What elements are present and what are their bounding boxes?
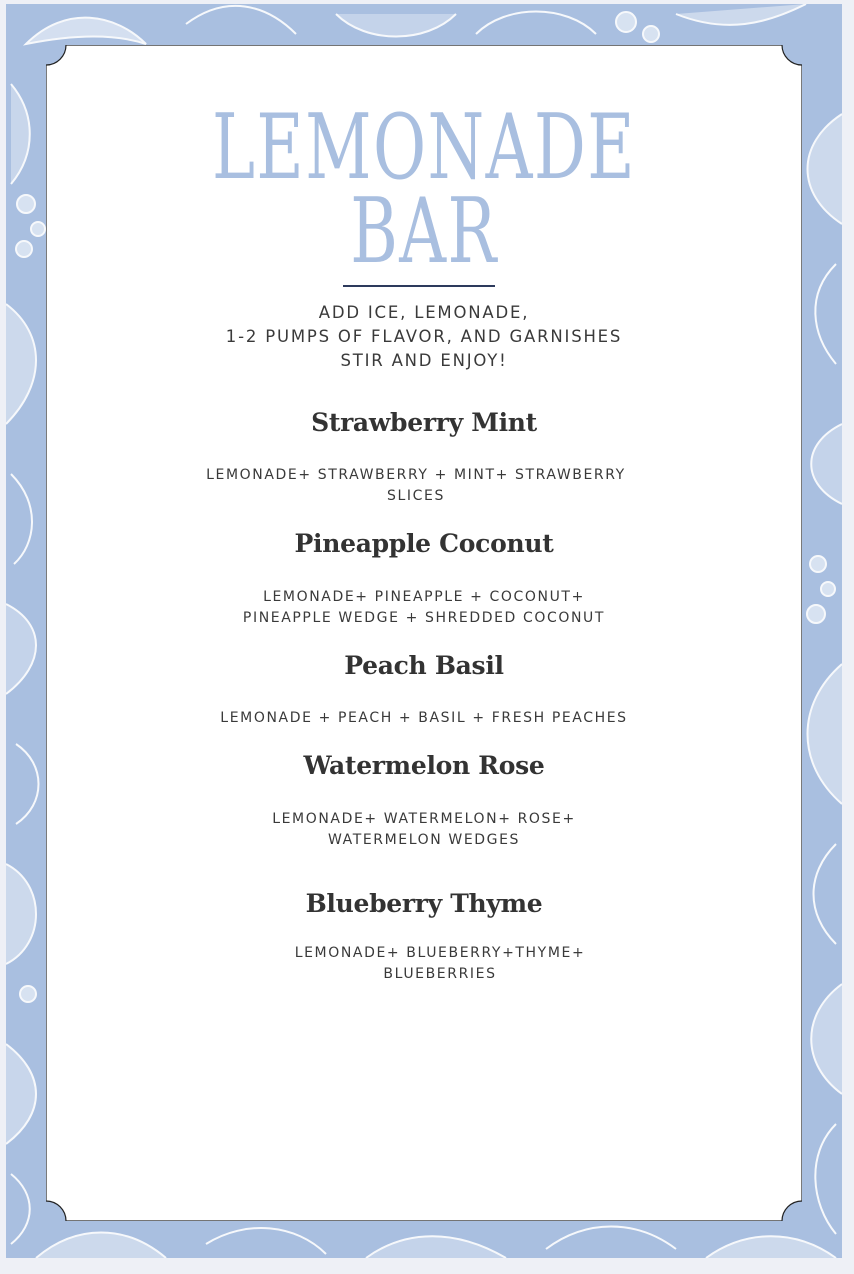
flavor-desc-pineapple-coconut-1: LEMONADE+ PINEAPPLE + COCONUT+ (263, 589, 585, 605)
flavor-name-watermelon-rose: Watermelon Rose (303, 751, 545, 780)
instructions-line-3: STIR AND ENJOY! (340, 351, 508, 370)
title-divider (343, 285, 495, 287)
title-bar: BAR (350, 179, 498, 284)
flavor-name-blueberry-thyme: Blueberry Thyme (305, 889, 543, 918)
menu-content (46, 45, 802, 1221)
flavor-name-strawberry-mint: Strawberry Mint (311, 408, 537, 437)
instructions-line-2: 1-2 PUMPS OF FLAVOR, AND GARNISHES (225, 327, 623, 346)
menu-card (46, 45, 802, 1221)
flavor-desc-watermelon-rose-1: LEMONADE+ WATERMELON+ ROSE+ (272, 811, 576, 827)
flavor-name-peach-basil: Peach Basil (344, 651, 504, 680)
flavor-desc-blueberry-thyme-1: LEMONADE+ BLUEBERRY+THYME+ (294, 945, 586, 961)
flavor-desc-strawberry-mint-2: SLICES (387, 488, 445, 504)
flavor-desc-watermelon-rose-2: WATERMELON WEDGES (327, 832, 521, 848)
flavor-desc-blueberry-thyme-2: BLUEBERRIES (383, 966, 497, 982)
title-lemonade: LEMONADE (211, 95, 637, 200)
flavor-desc-peach-basil: LEMONADE + PEACH + BASIL + FRESH PEACHES (220, 710, 628, 726)
instructions-line-1: ADD ICE, LEMONADE, (318, 303, 530, 322)
flavor-desc-pineapple-coconut-2: PINEAPPLE WEDGE + SHREDDED COCONUT (242, 610, 606, 626)
flavor-name-pineapple-coconut: Pineapple Coconut (294, 529, 554, 558)
flavor-desc-strawberry-mint-1: LEMONADE+ STRAWBERRY + MINT+ STRAWBERRY (206, 467, 626, 483)
